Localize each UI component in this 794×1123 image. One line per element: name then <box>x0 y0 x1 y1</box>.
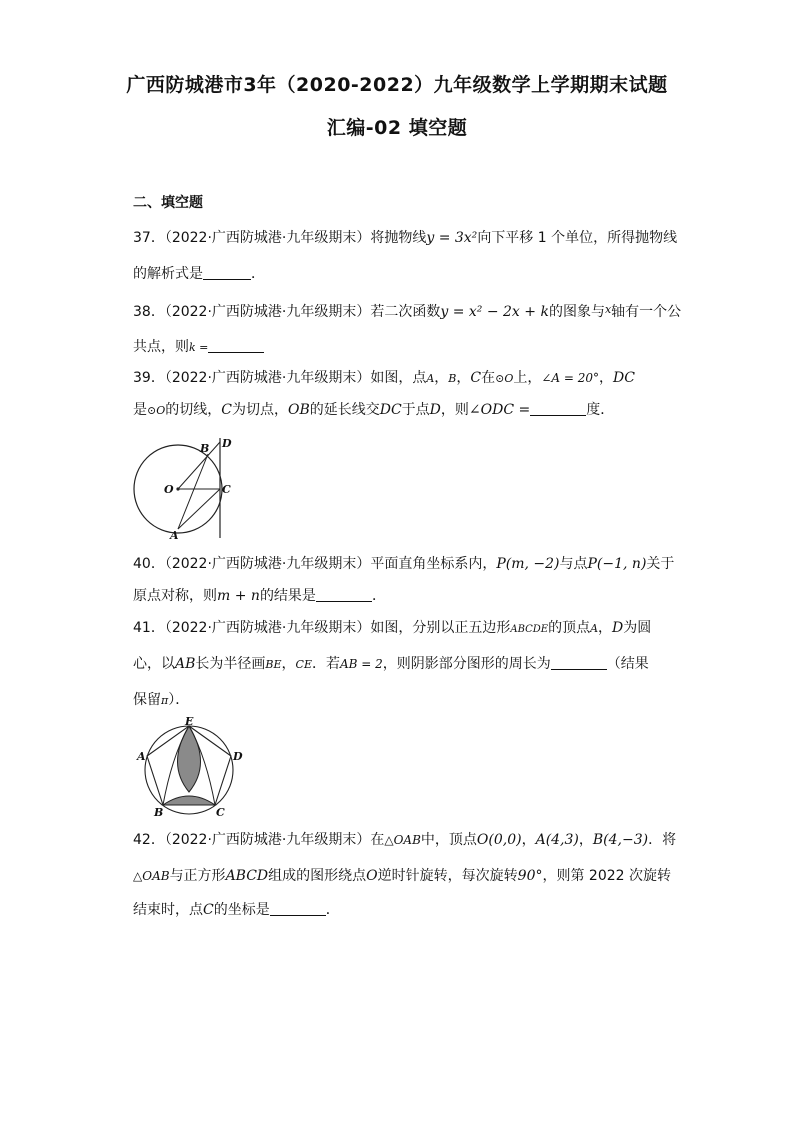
label-d: D <box>222 437 232 450</box>
q38-row1: 38．（2022·广西防城港·九年级期末）若二次函数y = x² − 2x + k的图象与$^x$轴有一个公 <box>133 303 682 320</box>
label-e: E <box>185 716 194 728</box>
q41-figure <box>136 716 244 820</box>
q38-line2: 共点，则k = <box>133 337 264 358</box>
section-heading: 二、填空题 <box>133 195 203 211</box>
answer-blank <box>203 265 251 280</box>
q41-line3: 保留π）． <box>133 692 190 708</box>
segment-ac <box>178 489 220 529</box>
label-c: C <box>216 806 225 819</box>
q39-line1: 39．（2022·广西防城港·九年级期末）如图，点A，B，C在⊙O上，∠A = 20°，DC <box>133 370 635 386</box>
label-c: C <box>222 483 231 496</box>
q41-line1: 41．（2022·广西防城港·九年级期末）如图，分别以正五边形ABCDE的顶点A，D为圆 <box>133 620 652 636</box>
answer-blank <box>551 655 607 670</box>
q37-line1: 37．（2022·广西防城港·九年级期末）将抛物线y = 3x²向下平移 1 个单位，所得抛物线 <box>133 230 678 246</box>
q40-line2: 原点对称，则m + n的结果是 ． <box>133 588 386 604</box>
q40-line1: 40．（2022·广西防城港·九年级期末）平面直角坐标系内，P(m, −2)与点P(−1, n)关于 <box>133 556 675 572</box>
shaded-lens <box>178 726 201 792</box>
q42-line3: 结束时，点C的坐标是 ． <box>133 902 340 918</box>
answer-blank <box>530 401 586 416</box>
center-dot <box>176 487 179 490</box>
label-o: O <box>164 483 174 496</box>
q39-figure <box>128 432 238 540</box>
doc-title-line2: 汇编-02 填空题 <box>326 117 468 139</box>
label-d: D <box>233 750 243 763</box>
answer-blank <box>316 587 372 602</box>
q41-line2: 心，以AB长为半径画BE，CE．若AB = 2，则阴影部分图形的周长为 （结果 <box>133 656 649 672</box>
label-b: B <box>154 806 164 819</box>
doc-title-line1: 广西防城港市3年（2020-2022）九年级数学上学期期末试题 <box>126 74 668 96</box>
segment-od <box>178 442 220 489</box>
label-a: A <box>170 529 179 540</box>
answer-blank <box>208 338 264 353</box>
segment-ab <box>178 454 208 529</box>
q42-line1: 42．（2022·广西防城港·九年级期末）在△OAB中，顶点O(0,0)，A(4,3)，B(4,−3)．将 <box>133 832 677 848</box>
answer-blank <box>270 901 326 916</box>
label-b: B <box>200 442 210 455</box>
q39-line2: 是⊙O的切线，C为切点，OB的延长线交DC于点D，则∠ODC = 度． <box>133 402 615 418</box>
q37-line2: 的解析式是 ． <box>133 266 265 282</box>
label-a: A <box>137 750 146 763</box>
q42-line2: △OAB与正方形ABCD组成的图形绕点O逆时针旋转，每次旋转90°，则第 2022 次旋转 <box>133 868 672 884</box>
shaded-bottom <box>163 796 215 805</box>
